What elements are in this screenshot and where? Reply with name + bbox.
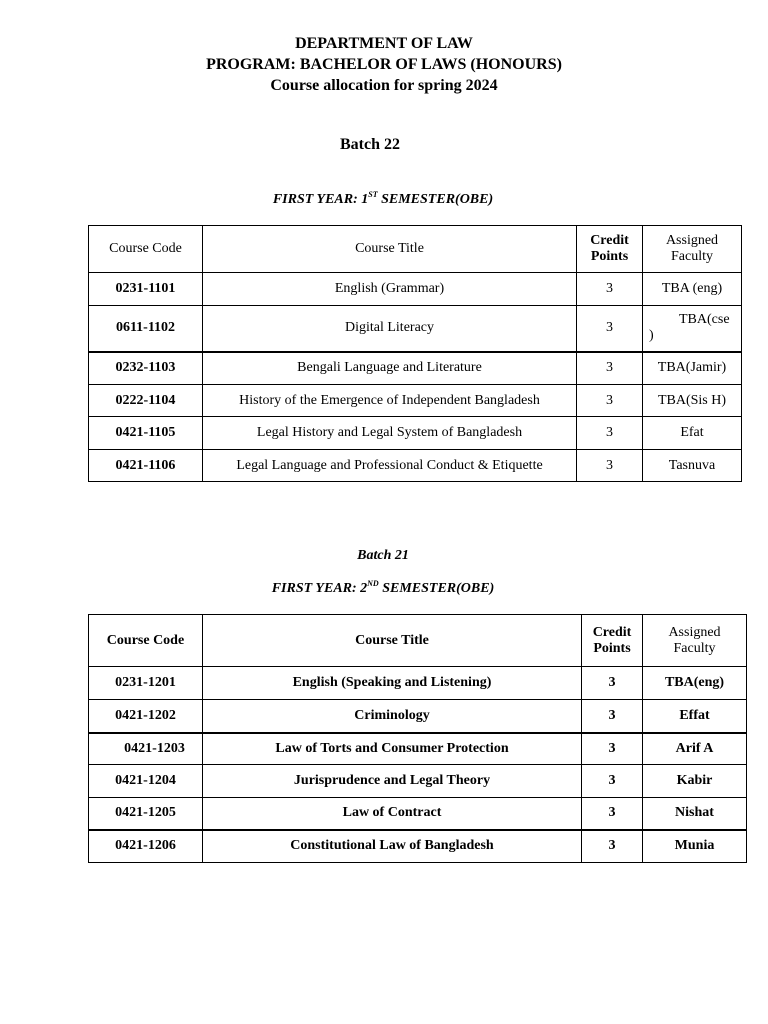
course-code: 0421-1203 <box>89 733 203 765</box>
semester-2-heading <box>0 581 766 597</box>
semester-1-suffix: SEMESTER(OBE) <box>377 192 494 207</box>
table-row <box>89 667 747 700</box>
table-row <box>89 385 742 417</box>
faculty-line2: ) <box>649 328 654 344</box>
header-course-title: Course Title <box>203 615 582 667</box>
table-row <box>89 733 747 765</box>
header-credit-points <box>582 615 643 667</box>
header-assigned-faculty <box>643 615 747 667</box>
assigned-faculty: Efat <box>643 417 742 450</box>
course-title: Bengali Language and Literature <box>203 352 577 385</box>
assigned-faculty: TBA(Jamir) <box>643 352 742 385</box>
semester-1-heading <box>0 192 766 208</box>
table-row <box>89 450 742 482</box>
header-credit-points <box>577 226 643 273</box>
header-course-code: Course Code <box>89 615 203 667</box>
course-title: Constitutional Law of Bangladesh <box>203 830 582 863</box>
credit-points: 3 <box>577 385 643 417</box>
header-faculty-line1: Assigned <box>668 624 721 640</box>
credit-points: 3 <box>582 830 643 863</box>
credit-points: 3 <box>577 273 643 306</box>
batch-22-heading: Batch 22 <box>340 136 400 153</box>
credit-points: 3 <box>577 352 643 385</box>
header-faculty-line1: Assigned <box>665 233 719 248</box>
table-row <box>89 765 747 798</box>
assigned-faculty: Kabir <box>643 765 747 798</box>
course-code: 0421-1204 <box>89 765 203 798</box>
table-row <box>89 798 747 830</box>
semester-2-suffix: SEMESTER(OBE) <box>378 581 495 596</box>
course-code: 0421-1106 <box>89 450 203 482</box>
course-code: 0421-1206 <box>89 830 203 863</box>
credit-points: 3 <box>577 417 643 450</box>
course-title: English (Speaking and Listening) <box>203 667 582 700</box>
batch-22-course-table <box>88 225 742 482</box>
batch-21-course-table <box>88 614 747 863</box>
credit-points: 3 <box>577 306 643 352</box>
table-header-row <box>89 226 742 273</box>
header-course-title: Course Title <box>203 226 577 273</box>
course-title: Jurisprudence and Legal Theory <box>203 765 582 798</box>
assigned-faculty: TBA(eng) <box>643 667 747 700</box>
header-course-code: Course Code <box>89 226 203 273</box>
course-title: Law of Torts and Consumer Protection <box>203 733 582 765</box>
credit-points: 3 <box>582 798 643 830</box>
table-row <box>89 700 747 733</box>
credit-points: 3 <box>582 667 643 700</box>
header-faculty-line2: Faculty <box>673 640 716 656</box>
course-title: History of the Emergence of Independent Bangladesh <box>203 385 577 417</box>
course-title: Legal History and Legal System of Bangladesh <box>203 417 577 450</box>
program-title: PROGRAM: BACHELOR OF LAWS (HONOURS) <box>206 56 562 73</box>
table-row <box>89 830 747 863</box>
assigned-faculty: Tasnuva <box>643 450 742 482</box>
assigned-faculty: TBA (eng) <box>643 273 742 306</box>
course-title: English (Grammar) <box>203 273 577 306</box>
table-row <box>89 306 742 352</box>
semester-2-ordinal: ND <box>367 579 379 588</box>
allocation-title: Course allocation for spring 2024 <box>270 77 498 94</box>
department-title: DEPARTMENT OF LAW <box>295 35 473 52</box>
header-credit-line1: Credit <box>592 624 632 640</box>
assigned-faculty: Munia <box>643 830 747 863</box>
header-faculty-line2: Faculty <box>671 249 713 264</box>
credit-points: 3 <box>577 450 643 482</box>
credit-points: 3 <box>582 700 643 733</box>
table-row <box>89 273 742 306</box>
semester-2-prefix: FIRST YEAR: 2 <box>271 581 368 596</box>
header-assigned-faculty <box>643 226 742 273</box>
table-row <box>89 352 742 385</box>
header-credit-line2: Points <box>590 249 629 264</box>
header-credit-line1: Credit <box>590 233 629 248</box>
course-code: 0421-1105 <box>89 417 203 450</box>
table-row <box>89 417 742 450</box>
assigned-faculty: Nishat <box>643 798 747 830</box>
semester-1-ordinal: ST <box>368 190 378 199</box>
credit-points: 3 <box>582 733 643 765</box>
assigned-faculty <box>643 306 742 352</box>
assigned-faculty: Effat <box>643 700 747 733</box>
course-code: 0421-1202 <box>89 700 203 733</box>
assigned-faculty: TBA(Sis H) <box>643 385 742 417</box>
course-title: Digital Literacy <box>203 306 577 352</box>
document-header <box>0 33 768 96</box>
course-code: 0222-1104 <box>89 385 203 417</box>
batch-21-heading: Batch 21 <box>357 548 409 563</box>
header-credit-line2: Points <box>593 640 631 656</box>
course-code: 0231-1101 <box>89 273 203 306</box>
course-code: 0232-1103 <box>89 352 203 385</box>
course-code: 0611-1102 <box>89 306 203 352</box>
course-code: 0231-1201 <box>89 667 203 700</box>
course-title: Criminology <box>203 700 582 733</box>
faculty-line1: TBA(cse <box>679 312 730 328</box>
course-title: Law of Contract <box>203 798 582 830</box>
course-title: Legal Language and Professional Conduct & Etiquette <box>203 450 577 482</box>
semester-1-prefix: FIRST YEAR: 1 <box>272 192 369 207</box>
credit-points: 3 <box>582 765 643 798</box>
assigned-faculty: Arif A <box>643 733 747 765</box>
table-header-row <box>89 615 747 667</box>
course-code: 0421-1205 <box>89 798 203 830</box>
